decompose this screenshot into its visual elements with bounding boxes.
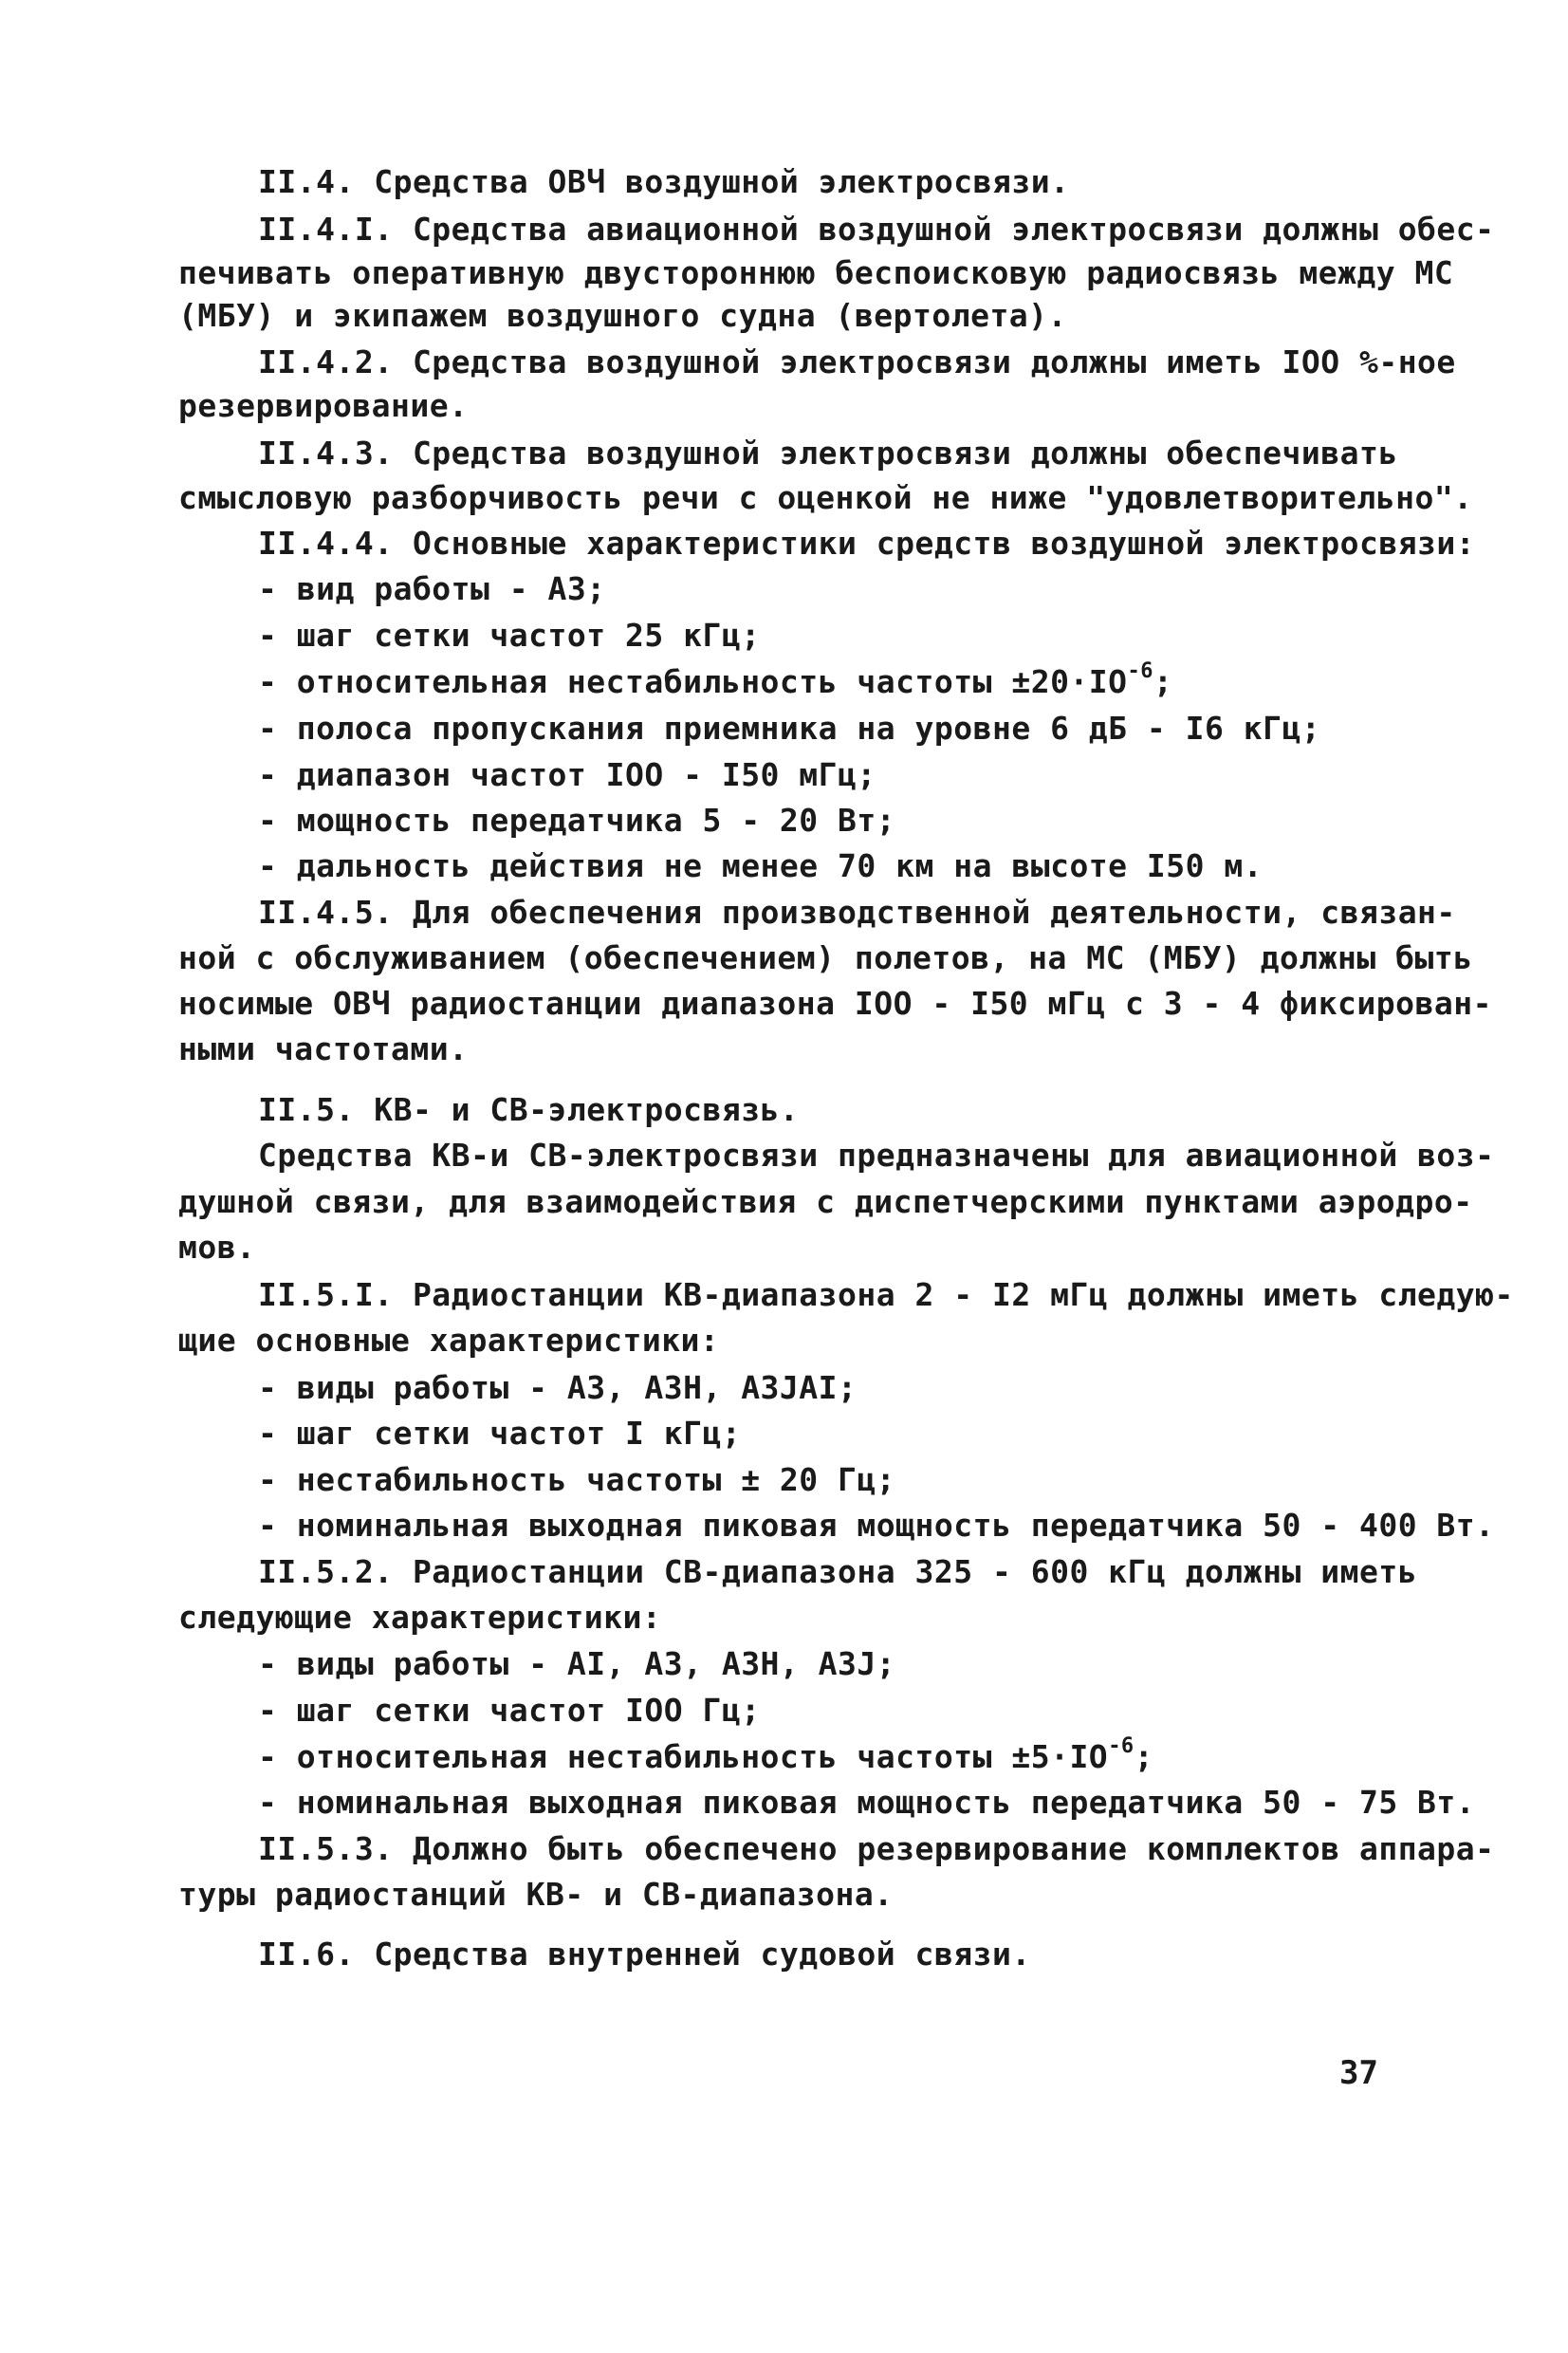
paragraph-line: смысловую разборчивость речи с оценкой не ниже "удовлетворительно". xyxy=(178,479,1473,516)
paragraph-line: II.4.2. Средства воздушной электросвязи должны иметь IOO %-ное xyxy=(258,343,1456,380)
list-item: - диапазон частот IOO - I50 мГц; xyxy=(258,756,876,793)
paragraph-line: печивать оперативную двустороннюю беспоисковую радиосвязь между МС xyxy=(178,254,1454,291)
section-heading: II.4. Средства ОВЧ воздушной электросвязи. xyxy=(258,163,1070,200)
list-item: - вид работы - А3; xyxy=(258,570,606,607)
paragraph-line: Средства КВ-и СВ-электросвязи предназначены для авиационной воз- xyxy=(258,1137,1495,1174)
paragraph-line: II.5.3. Должно быть обеспечено резервирование комплектов аппара- xyxy=(258,1830,1495,1867)
line-tail: ; xyxy=(1153,663,1173,700)
list-item: - виды работы - АI, А3, А3Н, А3J; xyxy=(258,1645,896,1682)
paragraph-line: резервирование. xyxy=(178,387,469,424)
list-item-text: - относительная нестабильность частоты ±5·IO xyxy=(258,1738,1109,1775)
paragraph-line: туры радиостанций КВ- и СВ-диапазона. xyxy=(178,1876,894,1913)
paragraph-line: II.4.5. Для обеспечения производственной деятельности, связан- xyxy=(258,894,1456,931)
list-item: - шаг сетки частот I кГц; xyxy=(258,1415,742,1452)
list-item-text: - относительная нестабильность частоты ±20·IO xyxy=(258,663,1128,700)
paragraph-line: носимые ОВЧ радиостанции диапазона IOO - I50 мГц с 3 - 4 фиксирован- xyxy=(178,985,1493,1022)
exponent: -6 xyxy=(1127,659,1154,683)
list-item: - мощность передатчика 5 - 20 Вт; xyxy=(258,802,896,839)
paragraph-line: щие основные характеристики: xyxy=(178,1322,720,1359)
paragraph-line: следующие характеристики: xyxy=(178,1599,662,1636)
section-heading: II.5. КВ- и СВ-электросвязь. xyxy=(258,1091,800,1128)
list-item: - шаг сетки частот IOO Гц; xyxy=(258,1692,761,1729)
paragraph-line: II.4.3. Средства воздушной электросвязи должны обеспечивать xyxy=(258,435,1398,472)
paragraph-line: II.5.2. Радиостанции СВ-диапазона 325 - 600 кГц должны иметь xyxy=(258,1553,1418,1590)
list-item: - шаг сетки частот 25 кГц; xyxy=(258,617,761,654)
list-item: - нестабильность частоты ± 20 Гц; xyxy=(258,1461,896,1498)
list-item: - номинальная выходная пиковая мощность передатчика 50 - 75 Вт. xyxy=(258,1784,1476,1821)
list-item: - дальность действия не менее 70 км на высоте I50 м. xyxy=(258,847,1264,884)
paragraph-line: II.4.4. Основные характеристики средств воздушной электросвязи: xyxy=(258,525,1476,562)
paragraph-line: душной связи, для взаимодействия с диспетчерскими пунктами аэродро- xyxy=(178,1183,1473,1220)
list-item: - номинальная выходная пиковая мощность передатчика 50 - 400 Вт. xyxy=(258,1507,1495,1544)
section-heading: II.6. Средства внутренней судовой связи. xyxy=(258,1936,1031,1973)
list-item: - виды работы - А3, А3Н, А3JАI; xyxy=(258,1369,858,1406)
paragraph-line: (МБУ) и экипажем воздушного судна (вертолета). xyxy=(178,297,1067,334)
paragraph-line: II.4.I. Средства авиационной воздушной электросвязи должны обес- xyxy=(258,211,1495,248)
line-tail: ; xyxy=(1134,1738,1154,1775)
list-item: - полоса пропускания приемника на уровне 6 дБ - I6 кГц; xyxy=(258,710,1321,747)
list-item xyxy=(258,1734,1154,1776)
page-number: 37 xyxy=(1339,2054,1378,2092)
list-item xyxy=(258,659,1173,701)
paragraph-line: ной с обслуживанием (обеспечением) полетов, на МС (МБУ) должны быть xyxy=(178,939,1473,976)
exponent: -6 xyxy=(1108,1734,1134,1758)
paragraph-line: ными частотами. xyxy=(178,1030,469,1067)
paragraph-line: II.5.I. Радиостанции КВ-диапазона 2 - I2 мГц должны иметь следую- xyxy=(258,1276,1514,1313)
paragraph-line: мов. xyxy=(178,1229,256,1266)
